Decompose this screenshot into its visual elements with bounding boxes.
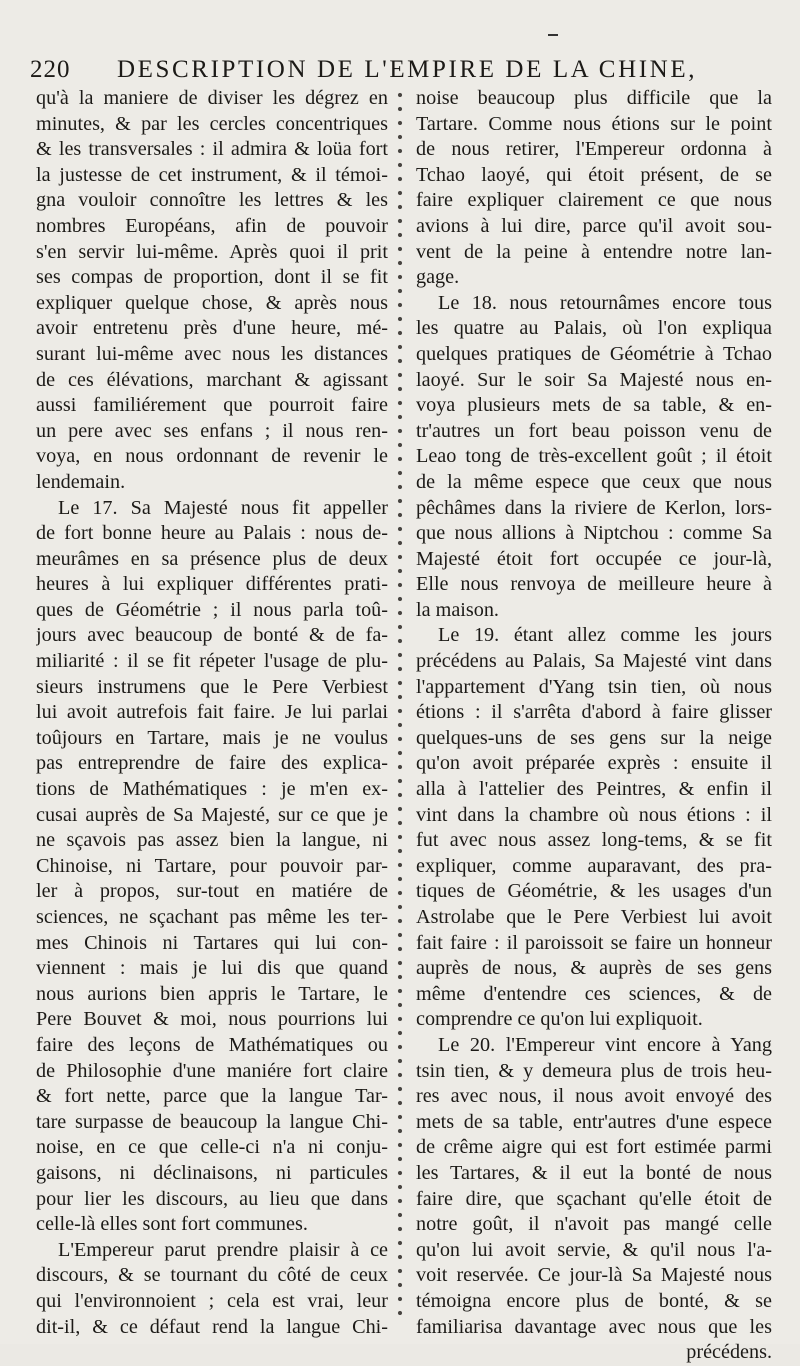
text-line: toûjours en Tartare, mais je ne voulus: [36, 726, 388, 749]
text-line: qu'à la maniere de diviser les dégrez en: [36, 87, 388, 109]
text-line: noise, en ce que celle-ci n'a ni conju-: [36, 1136, 388, 1159]
text-line: mes Chinois ni Tartares qui lui con-: [36, 931, 388, 954]
text-line: qui l'environnoient ; cela est vrai, leur: [36, 1289, 388, 1312]
text-line: jours avec beaucoup de bonté & de fa-: [36, 624, 388, 647]
text-line: que nous allions à Niptchou : comme Sa: [416, 522, 772, 545]
text-line: étions : il s'arrêta d'abord à faire glisser: [416, 701, 772, 724]
text-line: mets de sa table, entr'autres d'une espece: [416, 1110, 772, 1133]
text-line: les quatre au Palais, où l'on expliqua: [416, 317, 772, 340]
text-line: laoyé. Sur le soir Sa Majesté nous en-: [416, 368, 772, 391]
text-line: la maison.: [416, 598, 499, 621]
text-line: ques de Géométrie ; il nous parla toû-: [36, 598, 388, 621]
text-line: res avec nous, il nous avoit envoyé des: [416, 1085, 772, 1108]
text-line: vent de la peine à entendre notre lan-: [416, 240, 772, 263]
text-line: gage.: [416, 266, 460, 289]
text-line: minutes, & par les cercles concentriques: [36, 112, 388, 135]
text-line: sieurs instrumens que le Pere Verbiest: [36, 675, 388, 698]
text-line: avions à lui dire, parce qu'il avoit sou-: [416, 214, 772, 237]
text-line: Pere Bouvet & moi, nous pourrions lui: [36, 1008, 388, 1031]
text-line: comprendre ce qu'on lui expliquoit.: [416, 1008, 703, 1031]
text-line: dit-il, & ce défaut rend la langue Chi-: [36, 1315, 388, 1338]
text-line: notre goût, il n'avoit pas mangé celle: [416, 1213, 772, 1236]
text-line: tare surpasse de beaucoup la langue Chi-: [36, 1110, 388, 1133]
text-line: de ces élévations, marchant & agissant: [36, 368, 388, 391]
text-line: expliquer quelque chose, & après nous: [36, 291, 388, 314]
text-line: Tchao laoyé, qui étoit présent, de se: [416, 163, 772, 186]
text-line: de Philosophie d'une maniére fort claire: [36, 1059, 388, 1082]
text-line: miliarité : il se fit répeter l'usage de plu-: [36, 650, 388, 673]
text-line: tsin tien, & y demeura plus de trois heu-: [416, 1059, 772, 1082]
text-line: ne sçavois pas assez bien la langue, ni: [36, 829, 388, 852]
text-line: faire dire, que sçachant qu'elle étoit de: [416, 1187, 772, 1210]
text-line: avoir entretenu près d'une heure, mé-: [36, 317, 388, 340]
text-line: fut avec nous assez long-tems, & se fit: [416, 829, 772, 852]
right-column: [416, 86, 772, 1366]
text-line: de la même espece que ceux que nous: [416, 470, 772, 493]
text-line: & les transversales : il admira & loüa fort: [36, 138, 388, 161]
text-line: lendemain.: [36, 470, 126, 493]
text-line: L'Empereur parut prendre plaisir à ce: [58, 1238, 388, 1261]
text-line: gna vouloir connoître les lettres & les: [36, 189, 388, 212]
text-line: surant lui-même avec nous les distances: [36, 342, 388, 365]
text-line: ses compas de proportion, dont il se fit: [36, 266, 388, 289]
text-line: nombres Européans, afin de pouvoir: [36, 214, 388, 237]
text-line: ler à propos, sur-tout en matiére de: [36, 880, 388, 903]
ornamental-column-divider: [393, 88, 407, 1324]
text-line: fait faire : il paroissoit se faire un honneur: [416, 931, 772, 954]
text-line: Majesté étoit fort occupée ce jour-là,: [416, 547, 772, 570]
text-line: tiques de Géométrie, & les usages d'un: [416, 880, 772, 903]
text-line: voya, en nous ordonnant de revenir le: [36, 445, 388, 468]
text-line: qu'on avoit préparée exprès : ensuite il: [416, 752, 772, 775]
text-line: discours, & se tournant du côté de ceux: [36, 1264, 388, 1287]
text-line: noise beaucoup plus difficile que la: [416, 87, 772, 109]
text-line: vint dans la chambre où nous étions : il: [416, 803, 772, 826]
text-line: tions de Mathématiques : je m'en ex-: [36, 778, 388, 801]
page-number: 220: [30, 56, 71, 83]
text-line: familiarisa davantage avec nous que les: [416, 1315, 772, 1338]
text-line: faire expliquer clairement ce que nous: [416, 189, 772, 212]
text-line: de crême aigre qui est fort estimée parmi: [416, 1136, 772, 1159]
text-line: nous aurions bien appris le Tartare, le: [36, 982, 388, 1005]
text-line: Leao tong de très-excellent goût ; il étoit: [416, 445, 772, 468]
text-line: la justesse de cet instrument, & il témoi-: [36, 163, 388, 186]
text-line: précédens.: [686, 1341, 772, 1364]
left-column: [36, 86, 388, 1340]
text-line: pas entreprendre de faire des explica-: [36, 752, 388, 775]
text-line: heures à lui expliquer différentes prati-: [36, 573, 388, 596]
print-mark: [548, 34, 558, 36]
text-line: aussi familiérement que pourroit faire: [36, 394, 388, 417]
text-line: quelques-uns de ses gens sur la neige: [416, 726, 772, 749]
text-line: faire des leçons de Mathématiques ou: [36, 1033, 388, 1056]
text-line: témoigna encore plus de bonté, & se: [416, 1289, 772, 1312]
text-line: quelques pratiques de Géométrie à Tchao: [416, 342, 772, 365]
text-line: tr'autres un fort beau poisson venu de: [416, 419, 772, 442]
text-line: Astrolabe que le Pere Verbiest lui avoit: [416, 906, 772, 928]
text-line: voya plusieurs mets de sa table, & en-: [416, 394, 772, 417]
text-line: même d'entendre ces sciences, & de: [416, 982, 772, 1005]
text-line: de nous retirer, l'Empereur ordonna à: [416, 138, 772, 161]
text-line: alla à l'attelier des Peintres, & enfin il: [416, 778, 772, 801]
text-line: cusai auprès de Sa Majesté, sur ce que je: [36, 803, 388, 826]
text-line: Le 18. nous retournâmes encore tous: [438, 291, 772, 314]
text-line: Le 19. étant allez comme les jours: [438, 624, 772, 647]
text-line: gaisons, ni déclinaisons, ni particules: [36, 1161, 388, 1184]
running-title: DESCRIPTION DE L'EMPIRE DE LA CHINE,: [117, 56, 698, 83]
text-line: pour lier les discours, au lieu que dans: [36, 1187, 388, 1210]
text-line: voit reservée. Ce jour-là Sa Majesté nous: [416, 1264, 772, 1287]
text-line: expliquer, comme auparavant, des pra-: [416, 854, 772, 877]
text-line: les Tartares, & il eut la bonté de nous: [416, 1161, 772, 1184]
text-line: qu'on lui avoit servie, & qu'il nous l'a-: [416, 1238, 772, 1261]
text-line: Le 20. l'Empereur vint encore à Yang: [438, 1033, 772, 1056]
text-line: auprès de nous, & auprès de ses gens: [416, 957, 772, 980]
text-line: Tartare. Comme nous étions sur le point: [416, 112, 772, 135]
text-line: Chinoise, ni Tartare, pour pouvoir par-: [36, 854, 388, 877]
text-line: viennent : mais je lui dis que quand: [36, 957, 388, 980]
text-line: de fort bonne heure au Palais : nous de-: [36, 522, 388, 545]
text-line: & fort nette, parce que la langue Tar-: [36, 1085, 388, 1108]
text-line: meurâmes en sa présence plus de deux: [36, 547, 388, 570]
text-line: pêchâmes dans la riviere de Kerlon, lors-: [416, 496, 772, 519]
text-line: s'en servir lui-même. Après quoi il prit: [36, 240, 388, 263]
text-line: sciences, ne sçachant pas même les ter-: [36, 906, 388, 928]
text-line: celle-là elles sont fort communes.: [36, 1213, 308, 1236]
text-line: lui avoit autrefois fait faire. Je lui parlai: [36, 701, 388, 724]
text-line: Elle nous renvoya de meilleure heure à: [416, 573, 772, 596]
text-line: l'appartement d'Yang tsin tien, où nous: [416, 675, 772, 698]
text-line: Le 17. Sa Majesté nous fit appeller: [58, 496, 388, 519]
text-line: un pere avec ses enfans ; il nous ren-: [36, 419, 388, 442]
text-line: précédens au Palais, Sa Majesté vint dans: [416, 650, 772, 673]
